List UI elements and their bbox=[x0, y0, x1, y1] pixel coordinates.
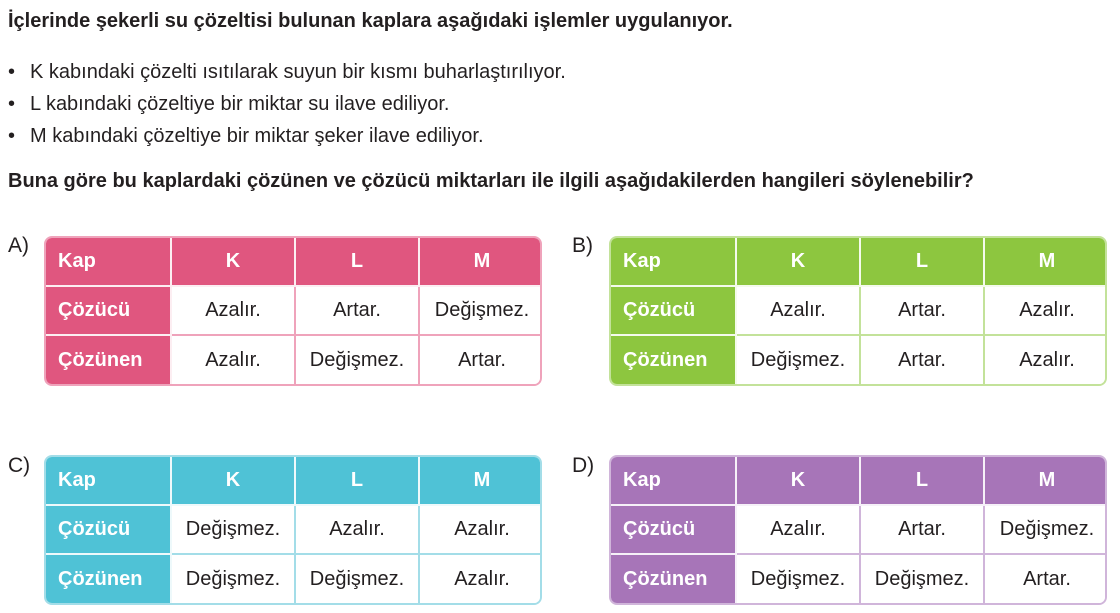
row-label: Çözücü bbox=[46, 287, 172, 336]
option-a-label[interactable]: A) bbox=[8, 234, 29, 257]
table-cell: Değişmez. bbox=[737, 336, 861, 384]
bullet-dot: • bbox=[8, 93, 16, 115]
header-l: L bbox=[296, 238, 420, 287]
header-kap: Kap bbox=[611, 238, 737, 287]
table-cell: Azalır. bbox=[985, 287, 1107, 336]
table-cell: Azalır. bbox=[296, 506, 420, 555]
header-l: L bbox=[861, 238, 985, 287]
table-cell: Değişmez. bbox=[861, 555, 985, 603]
header-k: K bbox=[737, 457, 861, 506]
table-cell: Değişmez. bbox=[296, 555, 420, 603]
table-cell: Değişmez. bbox=[985, 506, 1107, 555]
bullet-text: M kabındaki çözeltiye bir miktar şeker ilave ediliyor. bbox=[30, 125, 484, 147]
option-c-label[interactable]: C) bbox=[8, 454, 31, 477]
row-label: Çözücü bbox=[611, 506, 737, 555]
table-cell: Değişmez. bbox=[296, 336, 420, 384]
table-cell: Azalır. bbox=[172, 336, 296, 384]
option-b-table[interactable] bbox=[609, 236, 1107, 386]
header-k: K bbox=[172, 457, 296, 506]
header-kap: Kap bbox=[611, 457, 737, 506]
row-label: Çözünen bbox=[611, 555, 737, 603]
header-l: L bbox=[296, 457, 420, 506]
option-d-table[interactable] bbox=[609, 455, 1107, 605]
row-label: Çözücü bbox=[611, 287, 737, 336]
bullet-item bbox=[8, 58, 566, 90]
header-k: K bbox=[172, 238, 296, 287]
table-cell: Artar. bbox=[296, 287, 420, 336]
bullet-text: K kabındaki çözelti ısıtılarak suyun bir kısmı buharlaştırılıyor. bbox=[30, 61, 566, 83]
option-c-table[interactable] bbox=[44, 455, 542, 605]
table-cell: Azalır. bbox=[420, 555, 542, 603]
table-cell: Değişmez. bbox=[172, 555, 296, 603]
table-cell: Artar. bbox=[420, 336, 542, 384]
table-cell: Azalır. bbox=[420, 506, 542, 555]
bullet-dot: • bbox=[8, 125, 16, 147]
header-kap: Kap bbox=[46, 457, 172, 506]
option-d-label[interactable]: D) bbox=[572, 454, 595, 477]
bullet-item bbox=[8, 122, 566, 154]
table-cell: Azalır. bbox=[172, 287, 296, 336]
table-cell: Artar. bbox=[861, 336, 985, 384]
row-label: Çözünen bbox=[46, 336, 172, 384]
header-l: L bbox=[861, 457, 985, 506]
header-k: K bbox=[737, 238, 861, 287]
header-m: M bbox=[985, 238, 1107, 287]
table-cell: Artar. bbox=[861, 287, 985, 336]
table-cell: Artar. bbox=[861, 506, 985, 555]
row-label: Çözünen bbox=[46, 555, 172, 603]
table-cell: Azalır. bbox=[737, 506, 861, 555]
bullet-item bbox=[8, 90, 566, 122]
table-cell: Değişmez. bbox=[172, 506, 296, 555]
option-a-table[interactable] bbox=[44, 236, 542, 386]
header-m: M bbox=[420, 457, 542, 506]
header-m: M bbox=[985, 457, 1107, 506]
header-kap: Kap bbox=[46, 238, 172, 287]
table-cell: Artar. bbox=[985, 555, 1107, 603]
row-label: Çözücü bbox=[46, 506, 172, 555]
table-cell: Değişmez. bbox=[737, 555, 861, 603]
question-text: Buna göre bu kaplardaki çözünen ve çözücü miktarları ile ilgili aşağıdakilerden hangileri söylenebilir? bbox=[8, 170, 974, 192]
bullet-dot: • bbox=[8, 61, 16, 83]
bullet-text: L kabındaki çözeltiye bir miktar su ilave ediliyor. bbox=[30, 93, 450, 115]
table-cell: Değişmez. bbox=[420, 287, 542, 336]
table-cell: Azalır. bbox=[737, 287, 861, 336]
table-cell: Azalır. bbox=[985, 336, 1107, 384]
bullet-list bbox=[8, 58, 566, 154]
option-b-label[interactable]: B) bbox=[572, 234, 593, 257]
header-m: M bbox=[420, 238, 542, 287]
row-label: Çözünen bbox=[611, 336, 737, 384]
intro-text: İçlerinde şekerli su çözeltisi bulunan kaplara aşağıdaki işlemler uygulanıyor. bbox=[8, 10, 733, 32]
